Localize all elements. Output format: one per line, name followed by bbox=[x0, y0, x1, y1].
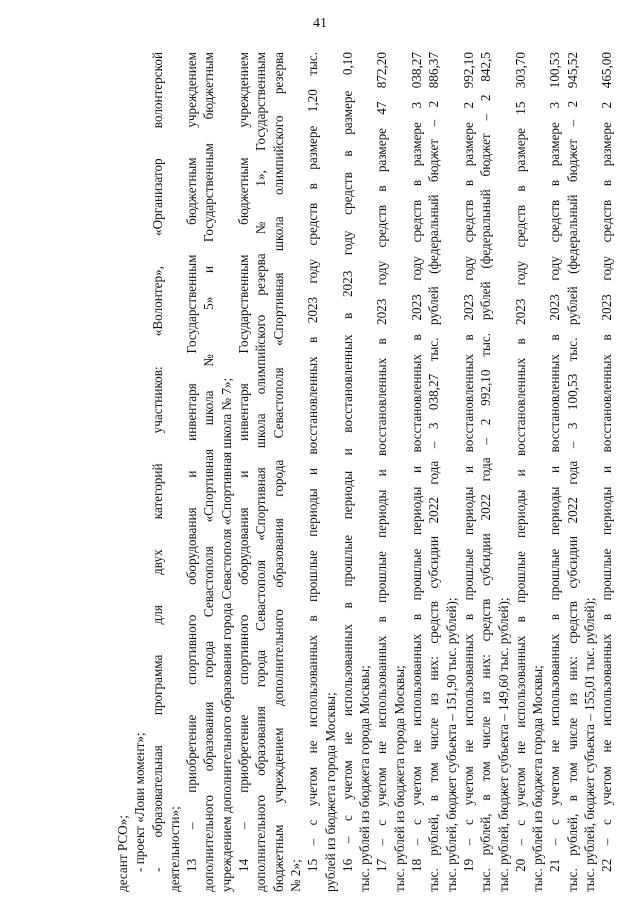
text-line: дополнительного образования города Севастополя «Спортивная школа № 5» и Государственным бюджетным bbox=[201, 52, 217, 892]
text-line: 13 – приобретение спортивного оборудования и инвентаря Государственным бюджетным учреждением bbox=[184, 52, 200, 872]
text-line: бюджетным учреждением дополнительного образования города Севастополя «Спортивная школа олимпийского резерва bbox=[270, 52, 286, 892]
text-line: 16 – с учетом не использованных в прошлые периоды и восстановленных в 2023 году средств в размере 0,10 bbox=[339, 52, 355, 872]
text-line: тыс. рублей из бюджета города Москвы; bbox=[391, 665, 407, 892]
text-line: № 2»; bbox=[287, 859, 303, 892]
text-line: рублей из бюджета города Москвы; bbox=[322, 692, 338, 892]
text-line: - образовательная программа для двух категорий участников: «Волонтер», «Организатор волонтерской bbox=[149, 52, 165, 872]
text-line: 15 – с учетом не использованных в прошлые периоды и восстановленных в 2023 году средств в размере 1,20 тыс. bbox=[305, 52, 321, 872]
rotated-text-block bbox=[114, 52, 618, 892]
text-line: деятельности»; bbox=[166, 806, 182, 892]
text-line: 18 – с учетом не использованных в прошлые периоды и восстановленных в 2023 году средств в размере 3 038,27 bbox=[409, 52, 425, 872]
text-line: 19 – с учетом не использованных в прошлые периоды и восстановленных в 2023 году средств в размере 2 992,10 bbox=[460, 52, 476, 872]
text-line: тыс. рублей, бюджет субъекта – 151,90 тыс. рублей); bbox=[443, 597, 459, 892]
text-line: 14 – приобретение спортивного оборудования и инвентаря Государственным бюджетным учреждением bbox=[236, 52, 252, 872]
text-line: 20 – с учетом не использованных в прошлые периоды и восстановленных в 2023 году средств в размере 15 303,70 bbox=[512, 52, 528, 872]
text-line: учреждением дополнительного образования города Севастополя «Спортивная школа № 7»; bbox=[218, 377, 234, 892]
text-line: тыс. рублей, в том числе из них: средств субсидии 2022 года – 2 992,10 тыс. рублей (федеральный бюджет – 2 842,5 bbox=[478, 52, 494, 892]
text-line: дополнительного образования города Севастополя «Спортивная школа олимпийского резерва № 1», Государственным bbox=[253, 52, 269, 892]
text-line: - проект «Лови момент»; bbox=[132, 732, 148, 872]
text-line: тыс. рублей, бюджет субъекта – 155,01 тыс. рублей); bbox=[582, 597, 598, 892]
text-line: тыс. рублей, в том числе из них: средств субсидии 2022 года – 3 100,53 тыс. рублей (федеральный бюджет – 2 945,52 bbox=[564, 52, 580, 892]
text-line: 21 – с учетом не использованных в прошлые периоды и восстановленных в 2023 году средств в размере 3 100,53 bbox=[547, 52, 563, 872]
text-line: тыс. рублей из бюджета города Москвы; bbox=[357, 665, 373, 892]
text-line: 17 – с учетом не использованных в прошлые периоды и восстановленных в 2023 году средств в размере 47 872,20 bbox=[374, 52, 390, 872]
text-line: тыс. рублей из бюджета города Москвы; bbox=[530, 665, 546, 892]
text-line: тыс. рублей, бюджет субъекта – 149,60 тыс. рублей); bbox=[495, 597, 511, 892]
text-line: десант РСО»; bbox=[115, 815, 130, 892]
page-number: 41 bbox=[313, 16, 327, 31]
text-line: 22 – с учетом не использованных в прошлые периоды и восстановленных в 2023 году средств в размере 2 465,00 bbox=[599, 52, 615, 872]
text-line: тыс. рублей, в том числе из них: средств субсидии 2022 года – 3 038,27 тыс. рублей (федеральный бюджет – 2 886,37 bbox=[426, 52, 442, 892]
